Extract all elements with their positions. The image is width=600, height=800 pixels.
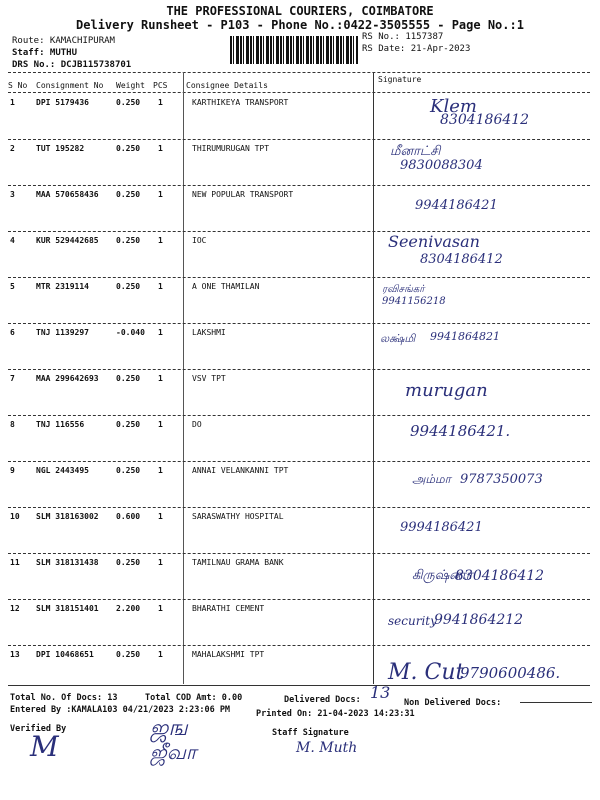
row-weight: 0.250 <box>116 282 141 291</box>
row-signature-name: கிருஷ்ணா <box>412 568 473 583</box>
row-consignee: MAHALAKSHMI TPT <box>192 650 265 659</box>
row-consignee: THIRUMURUGAN TPT <box>192 144 270 153</box>
row-weight: 0.250 <box>116 650 141 659</box>
col-consignee: Consignee Details <box>186 81 268 90</box>
row-signature-name: M. Cut <box>388 660 465 685</box>
table-top-rule <box>8 72 590 73</box>
verified-signature: M <box>30 730 59 763</box>
delivered-docs-count: 13 <box>370 683 391 702</box>
row-weight: 0.250 <box>116 466 141 475</box>
total-docs: Total No. Of Docs: 13 <box>10 693 118 703</box>
row-sno: 7 <box>10 374 15 383</box>
printed-on: Printed On: 21-04-2023 14:23:31 <box>256 709 415 719</box>
staff-signature-label: Staff Signature <box>272 728 349 738</box>
row-pcs: 1 <box>158 466 163 475</box>
row-sno: 12 <box>10 604 20 613</box>
table-bottom-rule <box>8 685 590 686</box>
row-consignee: TAMILNAU GRAMA BANK <box>192 558 284 567</box>
row-signature-name: அம்மா <box>412 472 451 486</box>
row-pcs: 1 <box>158 144 163 153</box>
rs-number: RS No.: 1157387 <box>362 32 444 42</box>
col-signature: Signature <box>378 75 422 84</box>
row-signature-phone: 9941864212 <box>434 612 524 628</box>
company-title: THE PROFESSIONAL COURIERS, COIMBATORE <box>166 4 434 18</box>
table-row <box>0 370 600 416</box>
row-consignment-no: TUT 195282 <box>36 144 85 153</box>
table-row <box>0 186 600 232</box>
row-sno: 3 <box>10 190 15 199</box>
row-pcs: 1 <box>158 650 163 659</box>
staff-label: Staff: MUTHU <box>12 48 78 58</box>
row-signature-name: murugan <box>405 380 488 401</box>
row-consignment-no: SLM 318131438 <box>36 558 99 567</box>
table-row <box>0 94 600 140</box>
row-weight: 0.600 <box>116 512 141 521</box>
row-signature-name: Seenivasan <box>388 232 480 251</box>
table-row <box>0 416 600 462</box>
table-row <box>0 462 600 508</box>
officer-signature-bottom: ஜீவா <box>150 740 197 764</box>
row-sno: 2 <box>10 144 15 153</box>
row-consignee: IOC <box>192 236 207 245</box>
row-pcs: 1 <box>158 190 163 199</box>
row-signature-name: லக்ஷ்மி <box>380 332 416 345</box>
col-consignment: Consignment No <box>36 81 104 90</box>
table-row <box>0 140 600 186</box>
verified-by-label: Verified By <box>10 724 67 734</box>
row-pcs: 1 <box>158 604 163 613</box>
row-sno: 5 <box>10 282 15 291</box>
row-weight: 0.250 <box>116 236 141 245</box>
non-delivered-docs: Non Delivered Docs: <box>404 698 502 708</box>
row-sno: 11 <box>10 558 20 567</box>
row-consignment-no: SLM 318163002 <box>36 512 99 521</box>
row-signature-name: மீனாட்சி <box>390 144 441 159</box>
row-sno: 13 <box>10 650 20 659</box>
row-signature-name: security <box>388 614 437 628</box>
row-pcs: 1 <box>158 282 163 291</box>
staff-signature: M. Muth <box>296 740 358 756</box>
row-pcs: 1 <box>158 98 163 107</box>
row-signature-phone: 9944186421 <box>415 198 498 213</box>
row-pcs: 1 <box>158 420 163 429</box>
table-header-rule <box>8 92 590 93</box>
table-row <box>0 232 600 278</box>
row-weight: -0.040 <box>116 328 145 337</box>
officer-signature-top: ஜங <box>150 716 188 741</box>
col-weight: Weight <box>116 81 145 90</box>
row-consignment-no: DPI 5179436 <box>36 98 89 107</box>
row-consignment-no: MTR 2319114 <box>36 282 89 291</box>
row-signature-phone: 9830088304 <box>400 158 483 173</box>
row-consignment-no: MAA 570658436 <box>36 190 99 199</box>
row-consignee: KARTHIKEYA TRANSPORT <box>192 98 289 107</box>
drs-number: DRS No.: DCJB115738701 <box>12 60 132 70</box>
col-sno: S No <box>8 81 28 90</box>
row-pcs: 1 <box>158 328 163 337</box>
row-signature-phone: 8304186412 <box>420 252 503 267</box>
row-weight: 2.200 <box>116 604 141 613</box>
col-pcs: PCS <box>153 81 168 90</box>
row-signature-name: ரவிசங்கர் <box>382 284 425 295</box>
table-row <box>0 600 600 646</box>
row-consignee: VSV TPT <box>192 374 226 383</box>
rs-date: RS Date: 21-Apr-2023 <box>362 44 471 54</box>
row-pcs: 1 <box>158 374 163 383</box>
row-consignment-no: DPI 10468651 <box>36 650 94 659</box>
row-weight: 0.250 <box>116 144 141 153</box>
row-consignment-no: TNJ 116556 <box>36 420 85 429</box>
row-weight: 0.250 <box>116 558 141 567</box>
row-signature-phone: 9941864821 <box>430 330 500 343</box>
entered-by: Entered By :KAMALA103 04/21/2023 2:23:06 PM <box>10 705 231 715</box>
row-signature-phone: 9790600486. <box>460 664 561 682</box>
row-weight: 0.250 <box>116 190 141 199</box>
non-delivered-line <box>520 702 592 703</box>
table-row <box>0 508 600 554</box>
table-row <box>0 324 600 370</box>
row-pcs: 1 <box>158 512 163 521</box>
delivered-docs-label: Delivered Docs: <box>284 695 361 705</box>
row-weight: 0.250 <box>116 420 141 429</box>
row-weight: 0.250 <box>116 98 141 107</box>
row-consignee: DO <box>192 420 202 429</box>
row-signature-phone: 9944186421. <box>410 422 511 440</box>
row-consignment-no: SLM 318151401 <box>36 604 99 613</box>
row-signature-name: Klem <box>430 96 477 117</box>
row-signature-phone: 9941156218 <box>382 296 446 307</box>
row-signature-phone: 8304186412 <box>440 112 530 128</box>
barcode <box>230 36 358 64</box>
row-sno: 10 <box>10 512 20 521</box>
row-signature-phone: 9787350073 <box>460 472 543 487</box>
row-consignee: ANNAI VELANKANNI TPT <box>192 466 289 475</box>
row-sno: 1 <box>10 98 15 107</box>
row-consignee: LAKSHMI <box>192 328 226 337</box>
route-label: Route: KAMACHIPURAM <box>12 36 115 46</box>
row-weight: 0.250 <box>116 374 141 383</box>
table-row <box>0 278 600 324</box>
row-consignment-no: TNJ 1139297 <box>36 328 89 337</box>
row-consignee: SARASWATHY HOSPITAL <box>192 512 284 521</box>
row-consignee: BHARATHI CEMENT <box>192 604 265 613</box>
row-signature-phone: 9994186421 <box>400 520 483 535</box>
row-pcs: 1 <box>158 236 163 245</box>
row-sno: 4 <box>10 236 15 245</box>
runsheet-title: Delivery Runsheet - P103 - Phone No.:0422-3505555 - Page No.:1 <box>76 18 524 32</box>
row-sno: 9 <box>10 466 15 475</box>
row-sno: 6 <box>10 328 15 337</box>
row-signature-phone: 8304186412 <box>455 568 545 584</box>
row-sno: 8 <box>10 420 15 429</box>
row-consignee: A ONE THAMILAN <box>192 282 260 291</box>
row-consignment-no: NGL 2443495 <box>36 466 89 475</box>
row-consignment-no: KUR 529442685 <box>36 236 99 245</box>
row-consignee: NEW POPULAR TRANSPORT <box>192 190 294 199</box>
table-row <box>0 554 600 600</box>
row-pcs: 1 <box>158 558 163 567</box>
row-consignment-no: MAA 299642693 <box>36 374 99 383</box>
total-cod: Total COD Amt: 0.00 <box>145 693 243 703</box>
